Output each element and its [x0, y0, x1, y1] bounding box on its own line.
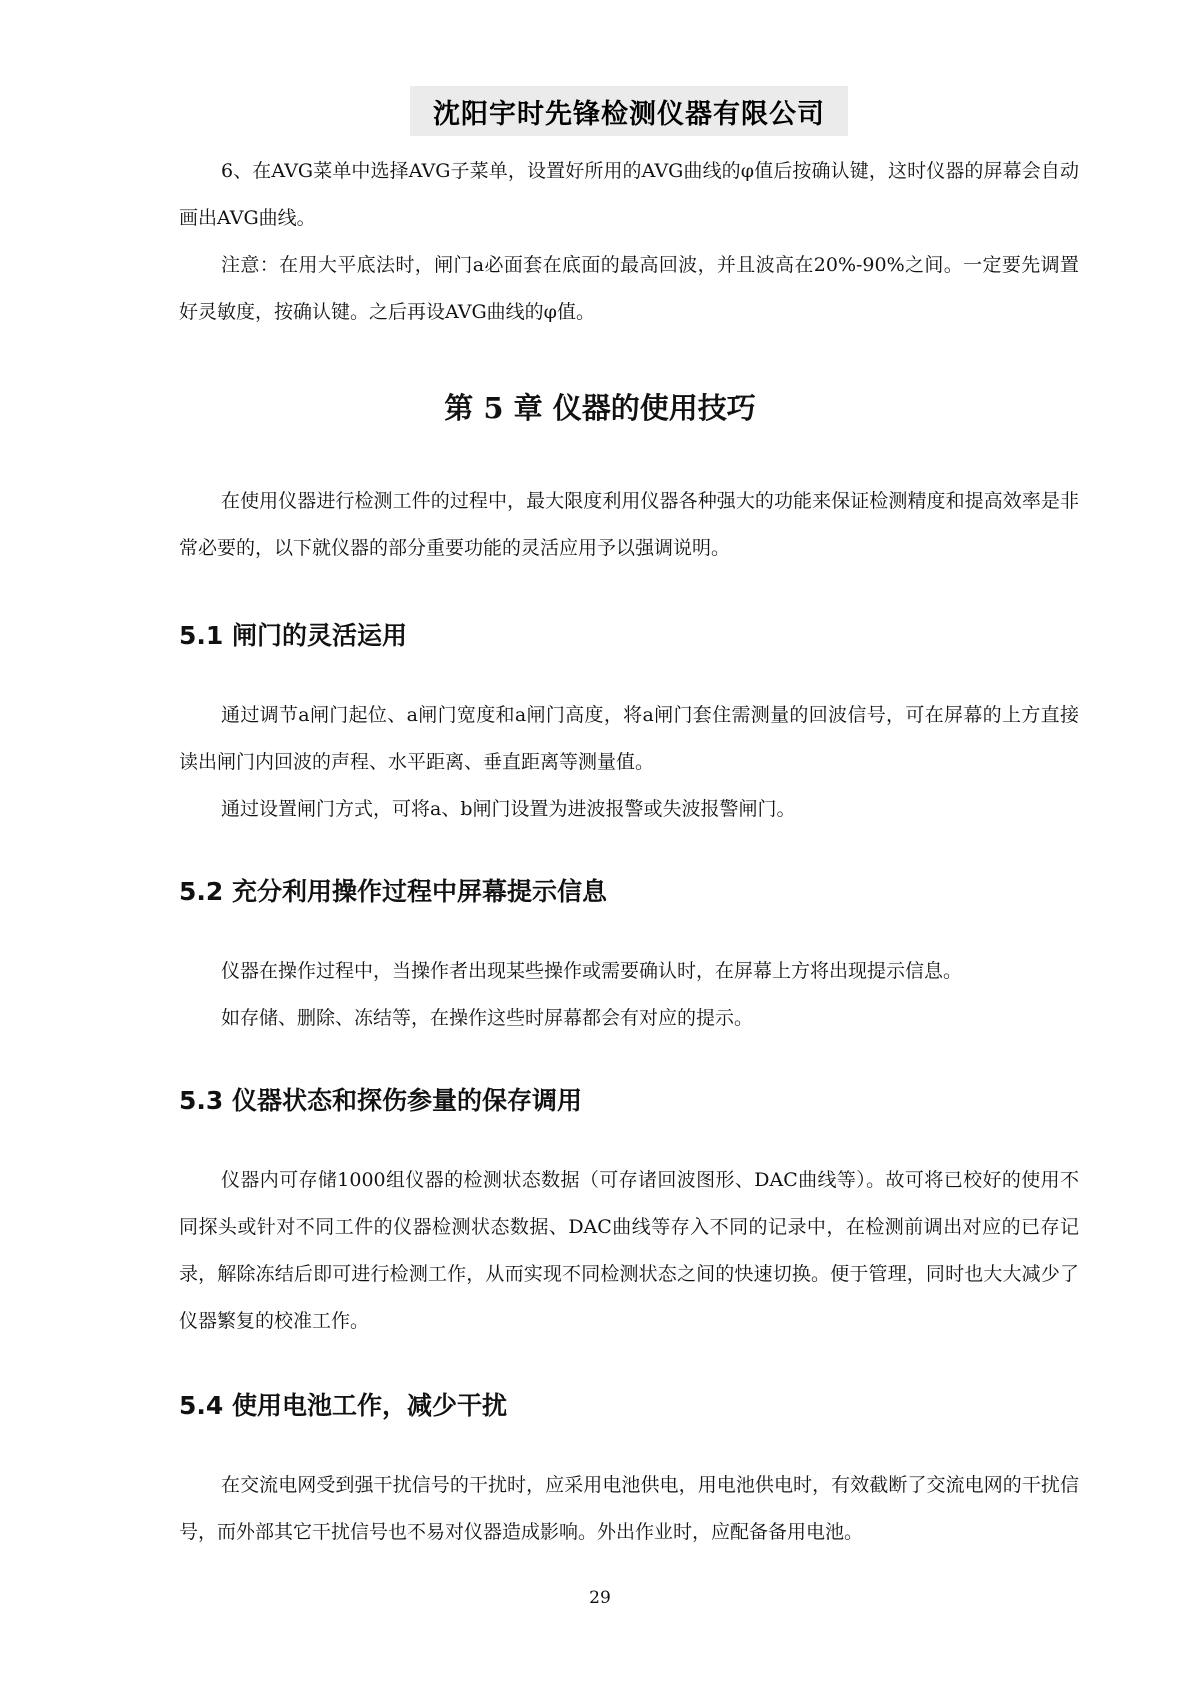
page-number: 29	[589, 1588, 611, 1608]
section-title-5-1: 5.1 闸门的灵活运用	[179, 621, 407, 650]
section-5-2-paragraph-2: 如存储、删除、冻结等，在操作这些时屏幕都会有对应的提示。	[221, 1007, 754, 1029]
intro-paragraph-1: 6、在AVG菜单中选择AVG子菜单，设置好所用的AVG曲线的φ值后按确认键，这时仪器的屏幕会自动画出AVG曲线。	[179, 160, 1079, 229]
section-title-5-4: 5.4 使用电池工作，减少干扰	[179, 1391, 507, 1420]
chapter-title: 第 5 章 仪器的使用技巧	[444, 391, 756, 425]
section-5-2-paragraph-1: 仪器在操作过程中，当操作者出现某些操作或需要确认时，在屏幕上方将出现提示信息。	[221, 960, 963, 982]
section-5-1-paragraph-2: 通过设置闸门方式，可将a、b闸门设置为进波报警或失波报警闸门。	[221, 798, 796, 820]
section-5-3-paragraph-1: 仪器内可存储1000组仪器的检测状态数据（可存诸回波图形、DAC曲线等）。故可将已校好的使用不同探头或针对不同工件的仪器检测状态数据、DAC曲线等存入不同的记录中，在检测前调出对应的已存记录，解除冻结后即可进行检测工作，从而实现不同检测状态之间的快速切换。便于管理，同时也大大减少了仪器繁复的校准工作。	[179, 1169, 1079, 1332]
company-header	[410, 86, 848, 136]
intro-paragraph-2: 注意：在用大平底法时，闸门a必面套在底面的最高回波，并且波高在20%-90%之间。一定要先调置好灵敏度，按确认键。之后再设AVG曲线的φ值。	[179, 254, 1079, 323]
section-5-1-paragraph-1: 通过调节a闸门起位、a闸门宽度和a闸门高度，将a闸门套住需测量的回波信号，可在屏幕的上方直接读出闸门内回波的声程、水平距离、垂直距离等测量值。	[179, 704, 1079, 773]
company-name: 沈阳宇时先锋检测仪器有限公司	[433, 98, 825, 130]
section-5-4-paragraph-1: 在交流电网受到强干扰信号的干扰时，应采用电池供电，用电池供电时，有效截断了交流电网的干扰信号，而外部其它干扰信号也不易对仪器造成影响。外出作业时，应配备备用电池。	[179, 1474, 1079, 1543]
section-title-5-2: 5.2 充分利用操作过程中屏幕提示信息	[179, 877, 607, 906]
section-title-5-3: 5.3 仪器状态和探伤参量的保存调用	[179, 1086, 582, 1115]
chapter-intro-paragraph: 在使用仪器进行检测工件的过程中，最大限度利用仪器各种强大的功能来保证检测精度和提高效率是非常必要的，以下就仪器的部分重要功能的灵活应用予以强调说明。	[179, 490, 1079, 559]
